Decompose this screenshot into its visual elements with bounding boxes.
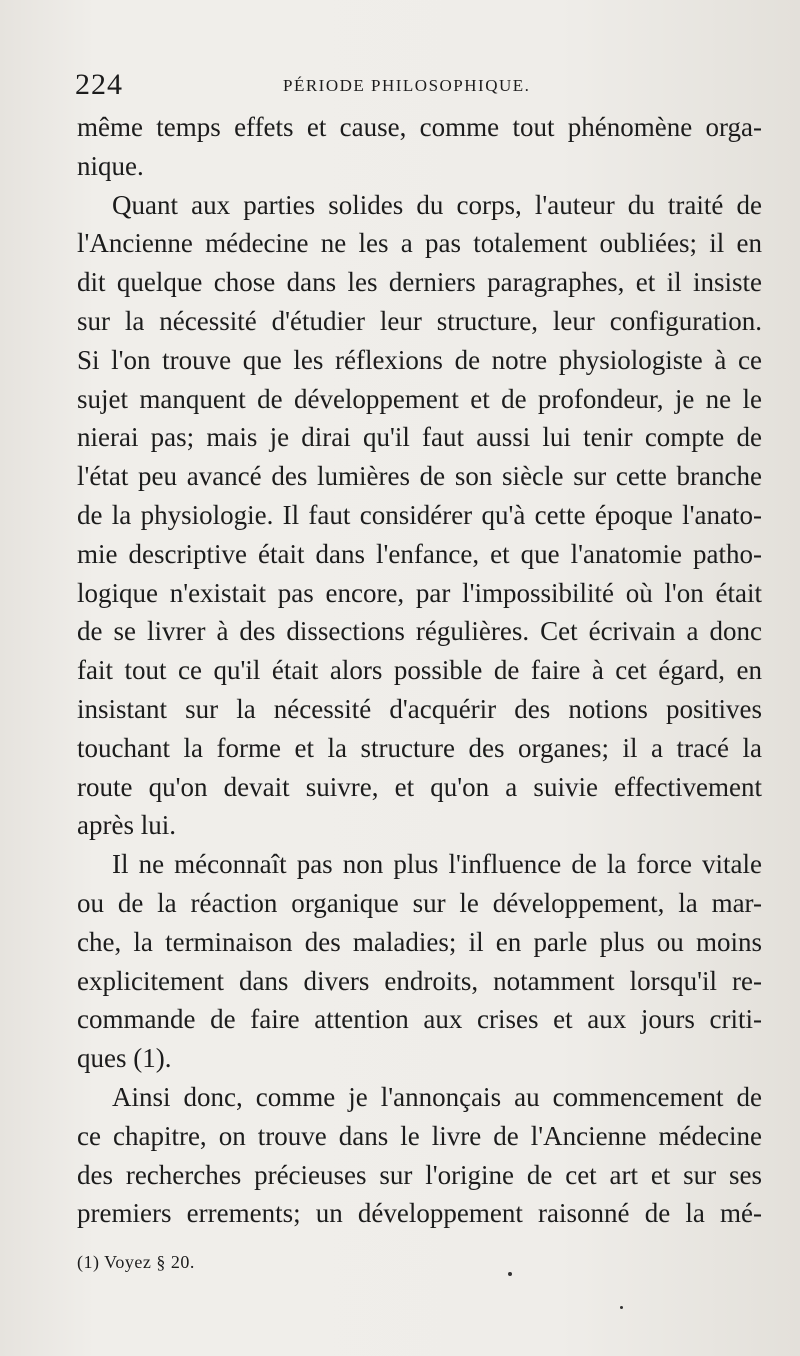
- text-line: sur la nécessité d'étudier leur structure, leur configuration.: [77, 305, 762, 336]
- text-line: nique.: [77, 150, 144, 181]
- text-line: fait tout ce qu'il était alors possible de faire à cet égard, en: [77, 655, 762, 686]
- ink-speck: [620, 1306, 623, 1309]
- text-line: de la physiologie. Il faut considérer qu'à cette époque l'anato-: [77, 499, 762, 530]
- ink-speck: [508, 1272, 512, 1276]
- text-line: insistant sur la nécessité d'acquérir des notions positives: [77, 693, 762, 724]
- text-line: l'Ancienne médecine ne les a pas totalement oubliées; il en: [77, 228, 762, 259]
- text-line: après lui.: [77, 810, 176, 841]
- text-line: des recherches précieuses sur l'origine de cet art et sur ses: [77, 1159, 762, 1190]
- text-line: route qu'on devait suivre, et qu'on a suivie effectivement: [77, 771, 762, 802]
- text-line: sujet manquent de développement et de profondeur, je ne le: [77, 383, 762, 414]
- text-line: dit quelque chose dans les derniers paragraphes, et il insiste: [77, 267, 762, 298]
- running-head: PÉRIODE PHILOSOPHIQUE.: [283, 76, 531, 95]
- text-line: Il ne méconnaît pas non plus l'influence de la force vitale: [112, 849, 762, 880]
- text-line: nierai pas; mais je dirai qu'il faut aussi lui tenir compte de: [77, 422, 762, 453]
- footnote: (1) Voyez § 20.: [77, 1252, 195, 1272]
- text-line: ce chapitre, on trouve dans le livre de l'Ancienne médecine: [77, 1120, 762, 1151]
- text-line: premiers errements; un développement raisonné de la mé-: [77, 1198, 762, 1229]
- text-line: logique n'existait pas encore, par l'impossibilité où l'on était: [77, 577, 762, 608]
- text-line: Ainsi donc, comme je l'annonçais au commencement de: [112, 1081, 762, 1112]
- body-text: [77, 108, 762, 1233]
- text-line: Quant aux parties solides du corps, l'auteur du traité de: [112, 189, 762, 220]
- page-number: 224: [75, 68, 123, 101]
- text-line: même temps effets et cause, comme tout phénomène orga-: [77, 112, 762, 142]
- text-line: Si l'on trouve que les réflexions de notre physiologiste à ce: [77, 344, 762, 375]
- text-line: che, la terminaison des maladies; il en parle plus ou moins: [77, 926, 762, 957]
- text-line: commande de faire attention aux crises et aux jours criti-: [77, 1004, 762, 1035]
- text-line: explicitement dans divers endroits, notamment lorsqu'il re-: [77, 965, 762, 996]
- text-line: touchant la forme et la structure des organes; il a tracé la: [77, 732, 762, 763]
- text-line: de se livrer à des dissections régulières. Cet écrivain a donc: [77, 616, 762, 647]
- text-line: l'état peu avancé des lumières de son siècle sur cette branche: [77, 461, 762, 492]
- text-line: ques (1).: [77, 1043, 172, 1074]
- text-line: mie descriptive était dans l'enfance, et que l'anatomie patho-: [77, 538, 762, 569]
- text-line: ou de la réaction organique sur le développement, la mar-: [77, 887, 762, 918]
- page-header: [75, 68, 765, 108]
